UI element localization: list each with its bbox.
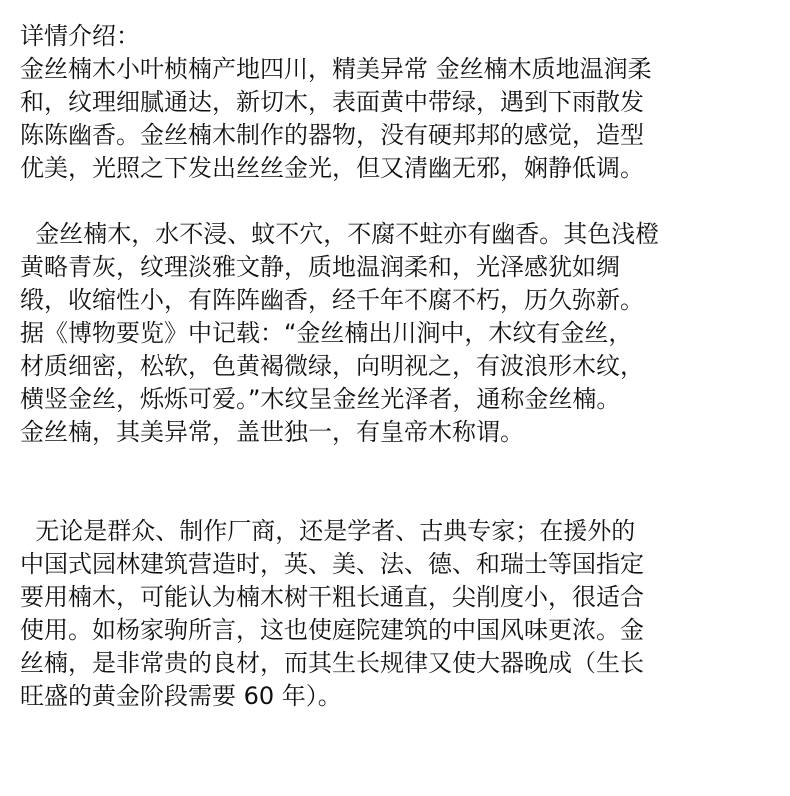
product-description [20, 20, 780, 713]
text-line: 陈陈幽香。金丝楠木制作的器物，没有硬邦邦的感觉，造型 [20, 121, 644, 149]
paragraph-origin [20, 53, 780, 185]
text-line: 和，纹理细腻通达，新切木，表面黄中带绿，遇到下雨散发 [20, 88, 644, 116]
text-line: 优美，光照之下发出丝丝金光，但又清幽无邪，娴静低调。 [20, 154, 644, 182]
text-line: 中国式园林建筑营造时，英、美、法、德、和瑞士等国指定 [20, 550, 644, 578]
paragraph-properties [20, 218, 780, 449]
paragraph-spacer [20, 449, 780, 515]
text-line: 使用。如杨家驹所言，这也使庭院建筑的中国风味更浓。金 [20, 616, 644, 644]
text-line: 丝楠，是非常贵的良材，而其生长规律又使大器晚成（生长 [20, 649, 644, 677]
paragraph-spacer [20, 185, 780, 218]
text-line: 金丝楠木，水不浸、蚊不穴，不腐不蛀亦有幽香。其色浅橙 [20, 220, 660, 248]
text-line: 材质细密，松软，色黄褐微绿，向明视之，有波浪形木纹， [20, 352, 644, 380]
text-line: 要用楠木，可能认为楠木树干粗长通直，尖削度小，很适合 [20, 583, 644, 611]
text-line: 据《博物要览》中记载：“金丝楠出川涧中，木纹有金丝， [20, 319, 633, 347]
text-line: 黄略青灰，纹理淡雅文静，质地温润柔和，光泽感犹如绸 [20, 253, 620, 281]
text-line: 缎，收缩性小，有阵阵幽香，经千年不腐不朽，历久弥新。 [20, 286, 644, 314]
text-line: 金丝楠，其美异常，盖世独一，有皇帝木称谓。 [20, 418, 524, 446]
text-line: 无论是群众、制作厂商，还是学者、古典专家；在援外的 [20, 517, 636, 545]
text-line: 横竖金丝，烁烁可爱。”木纹呈金丝光泽者，通称金丝楠。 [20, 385, 621, 413]
text-line: 旺盛的黄金阶段需要 60 年）。 [20, 682, 342, 710]
text-line: 金丝楠木小叶桢楠产地四川，精美异常 金丝楠木质地温润柔 [20, 55, 652, 83]
paragraph-usage [20, 515, 780, 713]
section-heading: 详情介绍： [20, 22, 140, 50]
